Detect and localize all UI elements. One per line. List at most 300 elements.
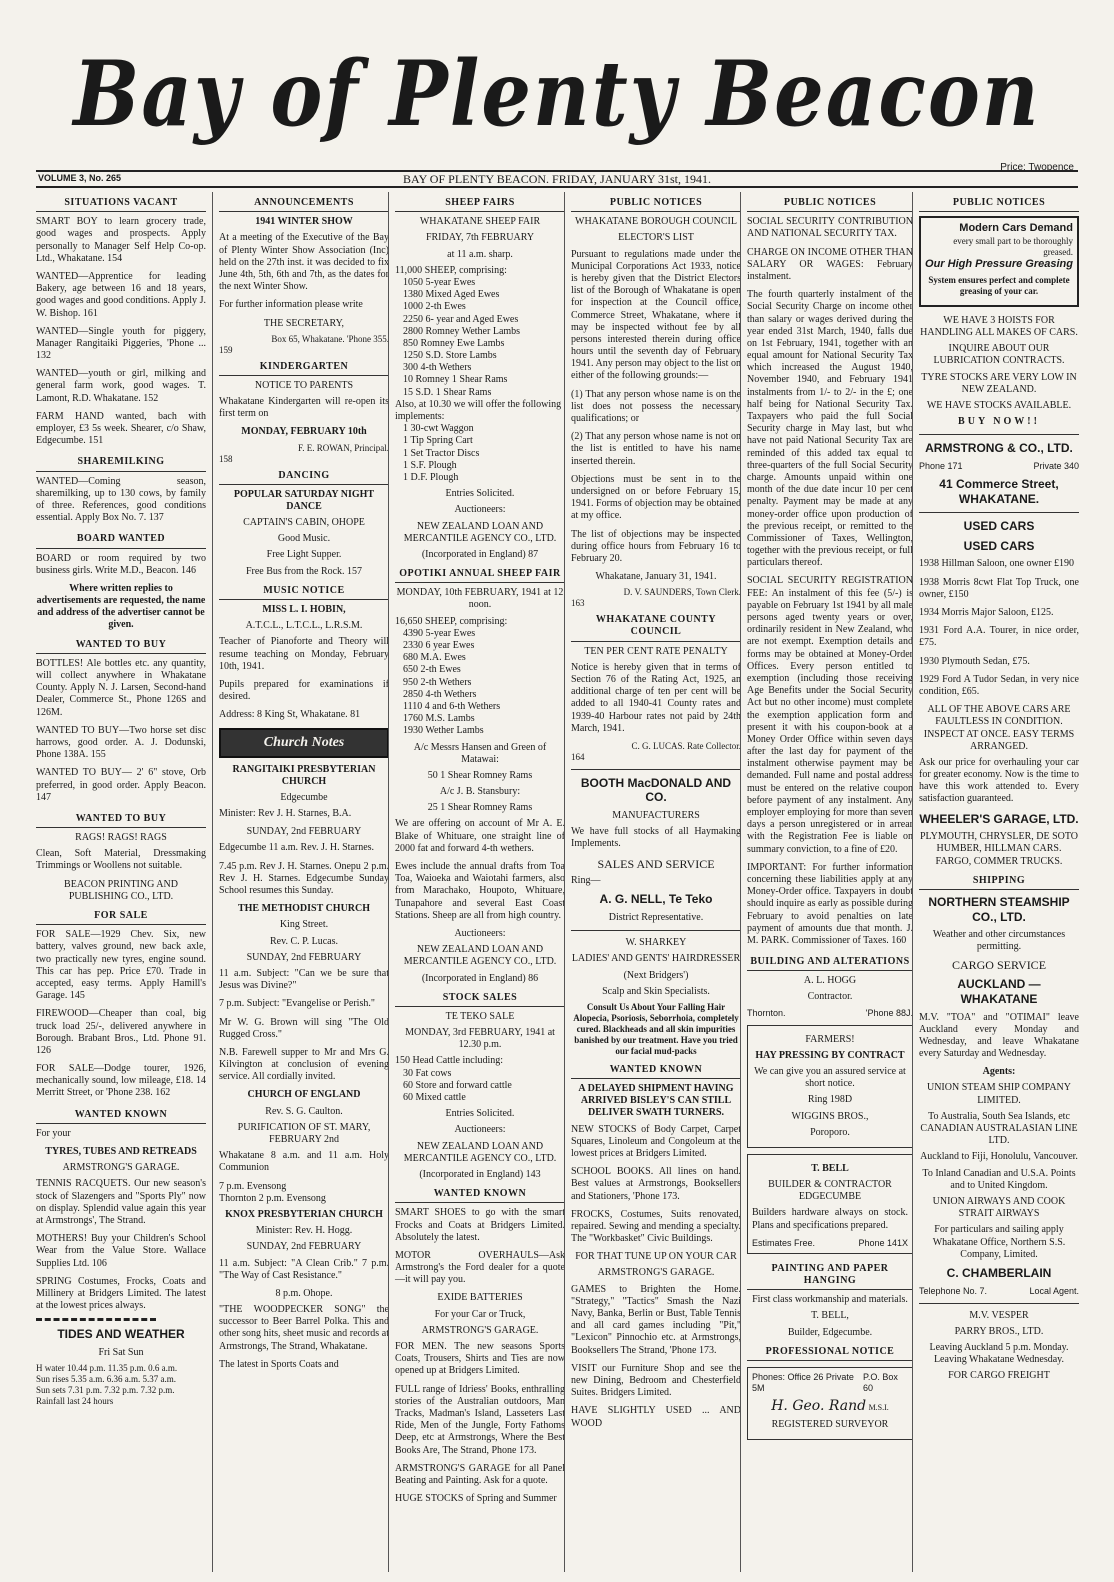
painting-line: Builder, Edgecumbe. [787, 1326, 873, 1338]
fair-line: A/c J. B. Stansbury: [439, 786, 521, 798]
ad-line: ARMSTRONG'S GARAGE. [421, 1324, 539, 1336]
tides-heading: TIDES AND WEATHER [57, 1327, 185, 1342]
shipping-line: UNION AIRWAYS AND COOK STRAIT AIRWAYS [932, 1195, 1066, 1220]
booth-line: Ring— [571, 875, 601, 887]
farmers-heading: HAY PRESSING BY CONTRACT [755, 1049, 905, 1061]
list-item: 1 Set Tractor Discs [403, 447, 480, 459]
fair-line: 11,000 SHEEP, comprising: [395, 264, 507, 276]
booth-sales: SALES AND SERVICE [597, 856, 715, 871]
fair-line: 16,650 SHEEP, comprising: [395, 615, 508, 627]
surveyor-quals: M.S.I. [868, 1402, 889, 1412]
buy-now: BUY NOW!! [958, 416, 1040, 428]
auctioneers-label: Auctioneers: [454, 927, 506, 939]
list-item: 60 Mixed cattle [403, 1092, 466, 1103]
notice-title: SOCIAL SECURITY CONTRIBUTION AND NATIONAL SECURITY TAX. [747, 216, 913, 240]
sharkey-line: Scalp and Skin Specialists. [602, 985, 710, 997]
tide-row: Sun sets 7.31 p.m. 7.32 p.m. 7.32 p.m. [36, 1385, 175, 1395]
shipping-line: Weather and other circumstances permitting. [932, 929, 1066, 953]
church-notes-banner: Church Notes [219, 728, 389, 758]
notice-heading: WHAKATANE COUNTY COUNCIL [571, 611, 741, 641]
notice-signature: C. G. LUCAS. Rate Collector. [631, 740, 741, 751]
notice-text: Pursuant to regulations made under the Municipal Corporations Act 1933, notice is hereby given that the District Electors list of the Borough of Whakatane is open for inspection at the Council office, Commerce Street, Whakatane, where it may be inspected without fee by all persons interested therein during office hours until the seventh day of February 1941. Any person may object to the list on either of the following grounds:— [571, 248, 741, 382]
shipping-company: NORTHERN STEAMSHIP CO., LTD. [928, 895, 1070, 924]
list-item: 1050 5-year Ewes [403, 276, 476, 288]
church-date: SUNDAY, 2nd FEBRUARY [246, 1241, 362, 1253]
announcement: For further information please write [219, 299, 363, 311]
bell-phone: Phone 141X [858, 1237, 908, 1248]
church-date: PURIFICATION OF ST. MARY, FEBRUARY 2nd [237, 1121, 371, 1145]
ad-title: FOR THAT TUNE UP ON YOUR CAR [575, 1251, 737, 1263]
bell-line: BUILDER & CONTRACTOR EDGECUMBE [768, 1179, 892, 1203]
fair-line: Also, at 10.30 we will offer the following implements: [395, 398, 562, 422]
classified-ad: SMART SHOES to go with the smart Frocks and Coats at Bridgers Limited. Absolutely the latest. [395, 1207, 565, 1243]
classified-ad: FOR SALE—1929 Chev. Six, new battery, valves ground, new back axle, two practically new tyres, engine sound. This car has pep. Price £70. Trade in accepted, easy terms. Apply Hamill's Garage. 145 [36, 929, 206, 1002]
announcement: At a meeting of the Executive of the Bay of Plenty Winter Show Association (Inc) held on the 27th inst. it was decided to fix June 4th, 5th, 6th and 7th, as the dates for the next Winter Show. [219, 232, 389, 293]
list-item: 1 Tip Spring Cart [403, 435, 473, 447]
surveyor-box [747, 1367, 913, 1440]
auctioneer-name: NEW ZEALAND LOAN AND MERCANTILE AGENCY CO., LTD. [403, 944, 557, 968]
armstrong-private: Private 340 [1033, 461, 1079, 471]
garage-line: WE HAVE STOCKS AVAILABLE. [926, 400, 1072, 411]
divider [919, 1303, 1079, 1304]
farmers-text: We can give you an assured service at short notice. [754, 1065, 906, 1090]
column-4 [564, 192, 741, 1572]
secretary-address: Box 65, Whakatane. 'Phone 355. [271, 333, 389, 344]
classified-ad: GAMES to Brighten the Home. "Strategy," "Tactics" Smash the Nazi Navy, Banka, Berlin or Bust, Table Tennis and all card games including "Pit," "Lexicon" Pinnochio etc. at Armstrongs, Booksellers The Strand, 'Phone 173. [571, 1283, 741, 1356]
classified-ad: WANTED—Coming season, sharemilking, up to 130 cows, by family of three. References, good conditions essential. Apply Box No. 7. 137 [36, 475, 206, 524]
farmers-line: Ring 198D [807, 1094, 853, 1106]
greasing-text: System ensures perfect and complete greasing of your car. [928, 274, 1070, 296]
classified-ad: SPRING Costumes, Frocks, Coats and Millinery at Bridgers Limited. The latest at the lowest prices always. [36, 1275, 206, 1312]
church-text: 7 p.m. Subject: "Evangelise or Perish." [219, 998, 375, 1010]
surveyor-name: H. Geo. Rand [771, 1397, 867, 1414]
music-name: MISS L. I. HOBIN, [262, 604, 346, 615]
dance-venue: CAPTAIN'S CABIN, OHOPE [243, 517, 365, 529]
surveyor-phones: Phones: Office 26 Private 5M [752, 1371, 854, 1393]
rags-title: RAGS! RAGS! RAGS [75, 832, 167, 844]
announcement: Pupils prepared for examinations if desired. [219, 678, 389, 703]
sale-title: TE TEKO SALE [445, 1010, 515, 1022]
vesper-company: PARRY BROS., LTD. [954, 1325, 1044, 1337]
fair-line: A/c Messrs Hansen and Green of Matawai: [413, 741, 547, 765]
classified-ad: FROCKS, Costumes, Suits renovated, repaired. Sewing and mending a specialty. The "Workbasket" Civic Buildings. [571, 1208, 741, 1245]
dateline-bar [36, 170, 1078, 188]
painting-heading: PAINTING AND PAPER HANGING [747, 1260, 913, 1290]
sale-line: 150 Head Cattle including: [395, 1055, 504, 1067]
garage-line: TYRE STOCKS ARE VERY LOW IN NEW ZEALAND. [921, 371, 1077, 395]
columns [36, 192, 1078, 1572]
surveyor-title: REGISTERED SURVEYOR [771, 1418, 889, 1430]
booth-line: MANUFACTURERS [612, 810, 700, 822]
sheep-list-2 [395, 628, 565, 738]
list-item: 60 Store and forward cattle [403, 1079, 512, 1091]
tide-row: H water 10.44 p.m. 11.35 p.m. 0.6 a.m. [36, 1363, 178, 1374]
classified-ad: HAVE SLIGHTLY USED ... AND WOOD [571, 1405, 741, 1429]
garage-name: ARMSTRONG'S GARAGE. [62, 1162, 180, 1174]
ad-number: 159 [219, 344, 233, 355]
classified-ad: MOTOR OVERHAULS—Ask Armstrong's the Ford dealer for a quote —it will pay you. [395, 1249, 565, 1286]
tyres-heading: TYRES, TUBES AND RETREADS [45, 1146, 197, 1157]
ad-number: 164 [571, 751, 585, 762]
classified-ad: FOR MEN. The new seasons Sports Coats, Trousers, Shirts and Ties are now opened up at Bridgers Limited. [395, 1341, 565, 1377]
car-list [919, 558, 1079, 698]
secretary: THE SECRETARY, [263, 317, 345, 329]
tide-row: Sun rises 5.35 a.m. 6.36 a.m. 5.37 a.m. [36, 1374, 176, 1385]
church-text: Thornton 2 p.m. Evensong [219, 1192, 326, 1204]
classified-ad: FOR SALE—Dodge tourer, 1926, mechanically sound, low mileage, £18. 14 Merritt Street, or 'Phone 238. 162 [36, 1063, 206, 1099]
church-title: THE METHODIST CHURCH [237, 903, 371, 915]
auctioneers-label: Auctioneers: [454, 504, 506, 516]
car-item: 1931 Ford A.A. Tourer, in nice order, £75. [919, 625, 1079, 649]
column-2 [212, 192, 389, 1572]
list-item: 4390 5-year Ewes [403, 627, 476, 639]
hogg-place: Thornton. [747, 1007, 786, 1018]
list-item: 1 S.F. Plough [403, 459, 457, 471]
church-text: N.B. Farewell supper to Mr and Mrs G. Kilvington at conclusion of evening service. All cordially invited. [219, 1046, 389, 1083]
classified-ad: FIREWOOD—Cheaper than coal, big truck load 25/-, delivered anywhere in Borough. Brabant Bros., Ltd. Phone 91. 126 [36, 1008, 206, 1056]
armstrong-phone: Phone 171 [919, 461, 963, 471]
notice: Where written replies to advertisements are requested, the name and address of the advertiser cannot be given. [36, 582, 206, 631]
fair-line: 25 1 Shear Romney Rams [427, 802, 533, 814]
classified-ad: HUGE STOCKS of Spring and Summer [395, 1493, 557, 1505]
cattle-list [395, 1068, 565, 1105]
list-item: 15 S.D. 1 Shear Rams [403, 386, 492, 398]
ad-number: 163 [571, 598, 585, 609]
notice-text: The fourth quarterly instalment of the Social Security Charge on income other than salary or wages derived during the year ended 31st March, 1940, falls due on 1st February, 1941, together with an equal amount for National Security Tax which increased the August 1940, November 1940, and February 1941 instalments from 1/- to 2/- in the £; one half being for National Security Tax. Taxpayers who paid the full Social Security charge in May last, but who have not paid National Security Tax are reminded of this added tax equal to three-quarters of the full Social Security charge. Amounts unpaid within one month of the due date incur 10 per cent penalty. Payment may be made at any money-order office upon production of the previous receipt, or remitted to the Commissioner of Taxes, Wellington, together with the previous receipt, or full particulars thereof. [747, 289, 913, 569]
classified-ad: FARM HAND wanted, bach with employer, £3 5s week. Shearer, c/o Shaw, Edgecumbe. 151 [36, 410, 206, 447]
list-item: 1760 M.S. Lambs [403, 713, 475, 725]
list-item: 30 Fat cows [403, 1067, 452, 1079]
auctioneer-inc: (Incorporated in England) 143 [419, 1168, 541, 1180]
fair-line: Entries Solicited. [445, 488, 515, 500]
publisher: BEACON PRINTING AND PUBLISHING CO., LTD. [64, 878, 178, 902]
volume: VOLUME 3, No. 265 [38, 173, 122, 183]
agent-row [919, 1286, 1079, 1297]
classified-ad: ARMSTRONG'S GARAGE for all Panel Beating and Painting. Ask for a quote. [395, 1462, 565, 1486]
kinder-title: NOTICE TO PARENTS [254, 379, 354, 391]
church-text: 11 a.m. Subject: "Can we be sure that Jesus was Divine?" [219, 967, 389, 992]
classified-ad: WANTED—youth or girl, milking and general farm work, good wages. T. Lamont, R.D. Whakatane. 152 [36, 368, 206, 404]
agent-name: C. CHAMBERLAIN [946, 1265, 1052, 1280]
notice-subtitle: CHARGE ON INCOME OTHER THAN SALARY OR WAGES: February instalment. [747, 246, 913, 282]
divider [919, 434, 1079, 435]
auctioneer-inc: (Incorporated in England) 86 [421, 972, 539, 984]
list-item: 680 M.A. Ewes [403, 652, 466, 664]
greasing-heading: Our High Pressure Greasing [925, 257, 1073, 270]
hogg-phone: 'Phone 88J. [865, 1007, 913, 1018]
tides-columns: Fri Sat Sun [98, 1346, 144, 1358]
classified-ad: BOARD or room required by two business girls. Write M.D., Beacon. 146 [36, 552, 206, 576]
list-item: 1930 Wether Lambs [403, 725, 484, 737]
notice-subtitle: TEN PER CENT RATE PENALTY [584, 645, 728, 657]
dance-title: POPULAR SATURDAY NIGHT DANCE [233, 488, 375, 512]
church-date: SUNDAY, 2nd FEBRUARY [246, 951, 362, 963]
notice-text: (2) That any person whose name is not on the list is entitled to have his name inserted therein. [571, 431, 741, 467]
auctioneer-inc: (Incorporated in England) 87 [421, 548, 539, 560]
announcement: Address: 8 King St, Whakatane. 81 [219, 709, 361, 721]
church-text: 11 a.m. Subject: "A Clean Crib." 7 p.m. "The Way of Cast Resistance." [219, 1257, 389, 1281]
sharkey-title: W. SHARKEY [625, 937, 687, 949]
bell-estimates: Estimates Free. [752, 1237, 816, 1248]
column-1 [36, 192, 206, 1572]
announcement: Teacher of Pianoforte and Theory will resume teaching on Monday, February 10th, 1941. [219, 636, 389, 672]
classified-ad: NEW STOCKS of Body Carpet, Carpet Squares, Linoleum and Congoleum at the lowest prices at Bridgers Limited. [571, 1123, 741, 1159]
list-item: 950 2-th Wethers [403, 676, 472, 688]
church-text: 7 p.m. Evensong [219, 1180, 287, 1192]
masthead-title: Bay of Plenty Beacon [73, 42, 1041, 147]
section-heading: WANTED KNOWN [36, 1106, 206, 1124]
classified-ad: WANTED TO BUY— 2' 6" stove, Orb preferred, in good order. Apply Beacon. 147 [36, 767, 206, 803]
car-item: 1938 Morris 8cwt Flat Top Truck, one owner, £150 [919, 576, 1079, 600]
cars-note: ALL OF THE ABOVE CARS ARE FAULTLESS IN CONDITION. INSPECT AT ONCE. EASY TERMS ARRANGED. [923, 704, 1075, 752]
sharkey-line: LADIES' AND GENTS' HAIRDRESSER [571, 953, 741, 965]
vesper-cargo: FOR CARGO FREIGHT [948, 1370, 1050, 1382]
section-heading: ANNOUNCEMENTS [219, 194, 389, 212]
classified-ad: WANTED TO BUY—Two horse set disc harrows, good order. A. J. Dodunski, Phone 138A. 155 [36, 724, 206, 761]
section-heading: DANCING [219, 467, 389, 485]
dance-line: Free Light Supper. [266, 549, 342, 561]
section-heading: STOCK SALES [395, 989, 565, 1007]
farmers-line: WIGGINS BROS., [791, 1110, 869, 1122]
section-heading: FOR SALE [36, 907, 206, 925]
ad-line: ARMSTRONG'S GARAGE. [597, 1267, 715, 1279]
classified-ad: "THE WOODPECKER SONG" the successor to Beer Barrel Polka. This and other song hits, sheet music and records at Armstrongs, The Strand, Whakatane. [219, 1304, 389, 1352]
bell-box [747, 1154, 913, 1254]
fair-text: Ewes include the annual drafts from Toa Toa, Waioeka and Waiotahi farmers, also from Marachako, Houpoto, Whituare, Tunapahore and several East Coast Stations. Sheep are all from high country. [395, 861, 565, 921]
list-item: 2250 6- year and Aged Ewes [403, 313, 519, 325]
shipping-line: For particulars and sailing apply Whakatane Office, Northern S.S. Company, Limited. [932, 1224, 1066, 1260]
list-item: 1380 Mixed Aged Ewes [403, 289, 500, 301]
agents-label: Agents: [982, 1066, 1016, 1078]
list-item: 1 30-cwt Waggon [403, 423, 474, 435]
notice-subtitle: ELECTOR'S LIST [618, 232, 694, 244]
church-date: SUNDAY, 2nd FEBRUARY [246, 826, 362, 838]
cargo-service: CARGO SERVICE [951, 957, 1047, 972]
church-text: 8 p.m. Ohope. [275, 1287, 333, 1299]
notice-text: IMPORTANT: For further information concerning these liabilities apply at any Money-Order office. Taxpayers in doubt should inquire as early as possible during February to avoid penalties on late payment of amounts due that month. J. M. PARK. Commissioner of Taxes. 160 [747, 861, 913, 946]
church-line: Minister: Rev. H. Hogg. [255, 1225, 353, 1237]
garage-line: INQUIRE ABOUT OUR LUBRICATION CONTRACTS. [933, 343, 1065, 367]
church-text: Minister: Rev J. H. Starnes, B.A. [219, 808, 352, 820]
notice-title: WHAKATANE BOROUGH COUNCIL [575, 216, 737, 228]
church-line: Rev. C. P. Lucas. [270, 935, 338, 947]
classified-ad: VISIT our Furniture Shop and see the new Dining, Bedroom and Chesterfield Suites. Bridgers Limited. [571, 1362, 741, 1399]
auctioneer-name: NEW ZEALAND LOAN AND MERCANTILE AGENCY CO., LTD. [403, 520, 557, 544]
section-heading: MUSIC NOTICE [219, 582, 389, 600]
section-heading: PUBLIC NOTICES [571, 194, 741, 212]
hogg-line: Contractor. [807, 991, 853, 1003]
section-heading: WANTED KNOWN [395, 1185, 565, 1203]
list-item: 1000 2-th Ewes [403, 301, 466, 313]
notice-text: SOCIAL SECURITY REGISTRATION FEE: An instalment of this fee (5/-) is payable on February 1st 1941 by all male persons aged twenty years or over, ordinarily resident in New Zealand, who are not exempt. Exemption details and forms may be obtained at Money-Order Offices. Every person entitled to exemption (including those receiving Age Benefits under the Social Security Act but no other income) must complete the exemption application form and present it with his coupon-book at a Money Order Office within seven days after the last day for payment of the instalment otherwise payment may be demanded. Full name and postal address must be entered on the relative coupon before payment of any instalment. Any employer employing for more than seven days a person unregistered or in arrear with the Registration Fee is liable on summary conviction, to a fine of £20. [747, 575, 913, 855]
farmers-line: Poroporo. [810, 1126, 850, 1138]
painting-line: First class workmanship and materials. [752, 1294, 908, 1306]
sharkey-line: (Next Bridgers') [623, 969, 689, 981]
sale-date: MONDAY, 3rd FEBRUARY, 1941 at 12.30 p.m. [405, 1027, 555, 1051]
classified-ad: SMART BOY to learn grocery trade, good wages and prospects. Apply personally to Manager Self Help Co-op. Ltd., Whakatane. 154 [36, 216, 206, 264]
fair-title: WHAKATANE SHEEP FAIR [419, 216, 541, 228]
cargo-route: AUCKLAND — WHAKATANE [957, 977, 1041, 1006]
notice-date: Whakatane, January 31, 1941. [595, 571, 717, 583]
notice-text: (1) That any person whose name is on the list does not possess the necessary qualifications; or [571, 388, 741, 424]
surveyor-name-row [752, 1398, 908, 1415]
church-title: KNOX PRESBYTERIAN CHURCH [225, 1208, 383, 1220]
section-heading: PUBLIC NOTICES [919, 194, 1079, 212]
car-item: 1938 Hillman Saloon, one owner £190 [919, 558, 1074, 570]
classified-ad: WANTED—Single youth for piggery, Manager Rangitaiki Piggeries, 'Phone ... 132 [36, 325, 206, 362]
column-3 [388, 192, 565, 1572]
section-heading: WANTED KNOWN [571, 1061, 741, 1079]
tide-row: Rainfall last 24 hours [36, 1395, 114, 1406]
list-item: 10 Romney 1 Shear Rams [403, 374, 508, 386]
surveyor-row [752, 1372, 908, 1394]
section-heading: SHEEP FAIRS [395, 194, 565, 212]
classified-ad: MOTHERS! Buy your Children's School Wear from the Value Store. Wallace Supplies Ltd. 106 [36, 1233, 206, 1269]
painting-line: T. BELL, [811, 1310, 849, 1322]
announcement: Whakatane Kindergarten will re-open its first term on [219, 396, 389, 420]
list-item: 1250 S.D. Store Lambs [403, 350, 497, 362]
surveyor-box-no: P.O. Box 60 [863, 1371, 898, 1393]
auctioneer-name: NEW ZEALAND LOAN AND MERCANTILE AGENCY CO., LTD. [403, 1140, 557, 1164]
church-line: Edgecumbe [280, 791, 328, 803]
booth-line: District Representative. [608, 912, 704, 924]
farmers-title: FARMERS! [805, 1033, 855, 1045]
wheelers-makes: PLYMOUTH, CHRYSLER, DE SOTO HUMBER, HILLMAN CARS. FARGO, COMMER TRUCKS. [920, 831, 1078, 867]
column-5 [740, 192, 913, 1572]
list-item: 2330 6 year Ewes [403, 640, 475, 651]
fair-line: 50 1 Shear Romney Rams [427, 769, 533, 781]
section-heading: BOARD WANTED [36, 530, 206, 548]
vesper-schedule: Leaving Auckland 5 p.m. Monday. Leaving Whakatane Wednesday. [929, 1341, 1069, 1366]
section-heading: PROFESSIONAL NOTICE [747, 1343, 913, 1361]
shipping-line: To Inland Canadian and U.S.A. Points and to United Kingdom. [922, 1167, 1076, 1191]
list-item: 2850 4-th Wethers [403, 688, 477, 700]
armstrong-address: 41 Commerce Street, WHAKATANE. [939, 476, 1059, 506]
sharkey-text: Consult Us About Your Falling Hair Alopecia, Psoriosis, Seborrhoia, completely cured. Blackheads and all skin impurities banished by our treatment. Have you tried our facial mud-packs [573, 1002, 739, 1056]
shipping-line: To Australia, South Sea Islands, etc CANADIAN AUSTRALASIAN LINE LTD. [920, 1110, 1078, 1147]
agent-phone: Telephone No. 7. [919, 1285, 988, 1296]
price: Price: Twopence [1000, 162, 1074, 173]
armstrong-phones [919, 461, 1079, 472]
hogg-name: A. L. HOGG [803, 975, 857, 987]
church-line: Rev. S. G. Caulton. [265, 1105, 343, 1117]
section-heading: SHIPPING [919, 872, 1079, 890]
booth-title: BOOTH MacDONALD AND CO. [580, 775, 732, 805]
car-item: 1929 Ford A Tudor Sedan, in very nice condition, £65. [919, 673, 1079, 697]
armstrong-name: ARMSTRONG & CO., LTD. [925, 441, 1073, 456]
divider [571, 769, 741, 770]
section-heading: BUILDING AND ALTERATIONS [747, 953, 913, 971]
wave-divider [36, 1318, 156, 1321]
classified-ad: SCHOOL BOOKS. All lines on hand. Best values at Armstrongs, Booksellers and Stationers, 'Phone 173. [571, 1166, 741, 1202]
classified-ad: For your [36, 1127, 71, 1139]
used-cars-title: USED CARS [963, 519, 1035, 534]
greasing-ad [919, 216, 1079, 307]
booth-rep: A. G. NELL, Te Teko [599, 892, 713, 907]
notice-signature: D. V. SAUNDERS, Town Clerk. [623, 587, 741, 598]
fair-time: at 11 a.m. sharp. [447, 248, 513, 260]
sale-line: Entries Solicited. [445, 1108, 515, 1120]
classified-ad: TENNIS RACQUETS. Our new season's stock of Slazengers and "Sports Ply" now on display. Splendid value again this year at Armstrongs', The Strand. [36, 1178, 206, 1226]
section-heading: SITUATIONS VACANT [36, 194, 206, 212]
list-item: 300 4-th Wethers [403, 362, 472, 374]
dance-line: Good Music. [277, 533, 331, 545]
shipping-line: UNION STEAM SHIP COMPANY LIMITED. [926, 1082, 1071, 1106]
used-cars-title: USED CARS [963, 538, 1035, 553]
kinder-date: MONDAY, FEBRUARY 10th [241, 426, 367, 438]
ad-line: For your Car or Truck, [434, 1308, 526, 1320]
list-item: 850 Romney Ewe Lambs [403, 337, 505, 349]
agent-title: Local Agent. [1029, 1285, 1079, 1296]
bell-text: Builders hardware always on stock. Plans and specifications prepared. [752, 1207, 908, 1231]
list-item: 1110 4 and 6-th Wethers [403, 700, 501, 712]
fair-heading: OPOTIKI ANNUAL SHEEP FAIR [395, 565, 565, 583]
list-item: 1 D.F. Plough [403, 471, 459, 483]
hogg-row [747, 1008, 913, 1019]
divider [919, 512, 1079, 513]
church-text: 7.45 p.m. Rev J. H. Starnes. Onepu 2 p.m. Rev J. H. Starnes. Edgecumbe Sunday School resumes this Sunday. [219, 860, 389, 896]
notice-text: The list of objections may be inspected during office hours from February 16 to February 20. [571, 528, 741, 564]
car-item: 1930 Plymouth Sedan, £75. [919, 655, 1030, 667]
section-heading: WANTED TO BUY [36, 810, 206, 828]
church-line: King Street. [279, 919, 329, 931]
classified-ad: WANTED—Apprentice for leading Bakery, age between 16 and 18 years, good wages and good conditions. Apply J. W. Bishop. 161 [36, 270, 206, 319]
music-quals: A.T.C.L., L.T.C.L., L.R.S.M. [245, 620, 363, 632]
section-heading: SHAREMILKING [36, 453, 206, 471]
greasing-title: Modern Cars Demand [959, 222, 1073, 235]
divider [571, 930, 741, 931]
ad-title: EXIDE BATTERIES [437, 1292, 523, 1304]
dateline: BAY OF PLENTY BEACON. FRIDAY, JANUARY 31st, 1941. [403, 172, 711, 186]
section-heading: WANTED TO BUY [36, 636, 206, 654]
classified-ad: The latest in Sports Coats and [219, 1358, 339, 1370]
classified-ad: Clean, Soft Material, Dressmaking Trimmings or Woollens not suitable. [36, 848, 206, 872]
fair-date: FRIDAY, 7th FEBRUARY [425, 232, 535, 244]
fair-text: We are offering on account of Mr A. E. Blake of Whituare, one straight line of 2000 fat and forward 4-th wethers. [395, 818, 565, 854]
show-title: 1941 WINTER SHOW [255, 216, 353, 228]
cars-note: Ask our price for overhauling your car for greater economy. Now is the time to have this work attended to. Every satisfaction guaranteed. [919, 756, 1079, 805]
classified-ad: FULL range of Idriess' Books, enthralling stories of the Australian outdoors, Man Tracks, Madman's Island, Lasseters Last Ride, Men of the Jungle, Forty Fathoms Deep, etc at Armstrongs, Where the Best Books Are, The Strand, Phone 173. [395, 1383, 565, 1456]
church-title: CHURCH OF ENGLAND [247, 1089, 361, 1101]
column-6 [912, 192, 1079, 1572]
sheep-list-1 [395, 277, 565, 399]
notice-text: Notice is hereby given that in terms of Section 76 of the Rating Act, 1925, an additional charge of ten per cent will be added to all 1940-41 County rates and 1939-40 Harbour rates not paid by 24th March, 1941. [571, 661, 741, 734]
implement-list [395, 423, 565, 484]
booth-text: We have full stocks of all Haymaking Implements. [571, 826, 741, 850]
section-heading: PUBLIC NOTICES [747, 194, 913, 212]
shipping-line: Auckland to Fiji, Honolulu, Vancouver. [920, 1151, 1078, 1163]
ad-number: 158 [219, 453, 233, 464]
garage-line: WE HAVE 3 HOISTS FOR HANDLING ALL MAKES OF CARS. [920, 314, 1078, 339]
notice-text: Objections must be sent in to the undersigned on or before February 15, 1941. Forms of objection may be obtained at my office. [571, 473, 741, 522]
section-heading: KINDERGARTEN [219, 358, 389, 376]
auctioneers-label: Auctioneers: [454, 1124, 506, 1136]
farmers-box [747, 1025, 913, 1148]
church-title: RANGITAIKI PRESBYTERIAN CHURCH [232, 763, 376, 787]
dance-line: Free Bus from the Rock. 157 [245, 565, 363, 577]
classified-ad: A DELAYED SHIPMENT HAVING ARRIVED BISLEY'S CAN STILL DELIVER SWATH TURNERS. [578, 1083, 734, 1119]
classified-ad: BOTTLES! Ale bottles etc. any quantity, will collect anywhere in Whakatane County. Apply N. J. Larsen, Second-hand Dealer, Commerce St., Phone 126S and 126M. [36, 657, 206, 718]
bell-row [752, 1238, 908, 1249]
kinder-signature: F. E. ROWAN, Principal. [297, 442, 389, 453]
wheelers-name: WHEELER'S GARAGE, LTD. [919, 811, 1079, 826]
vesper-title: M.V. VESPER [969, 1309, 1029, 1321]
bell-name: T. BELL [811, 1162, 849, 1174]
fair-date: MONDAY, 10th FEBRUARY, 1941 at 12 noon. [396, 587, 564, 611]
church-text: Whakatane 8 a.m. and 11 a.m. Holy Communion [219, 1150, 389, 1174]
car-item: 1934 Morris Major Saloon, £125. [919, 607, 1054, 619]
list-item: 650 2-th Ewes [403, 664, 461, 676]
